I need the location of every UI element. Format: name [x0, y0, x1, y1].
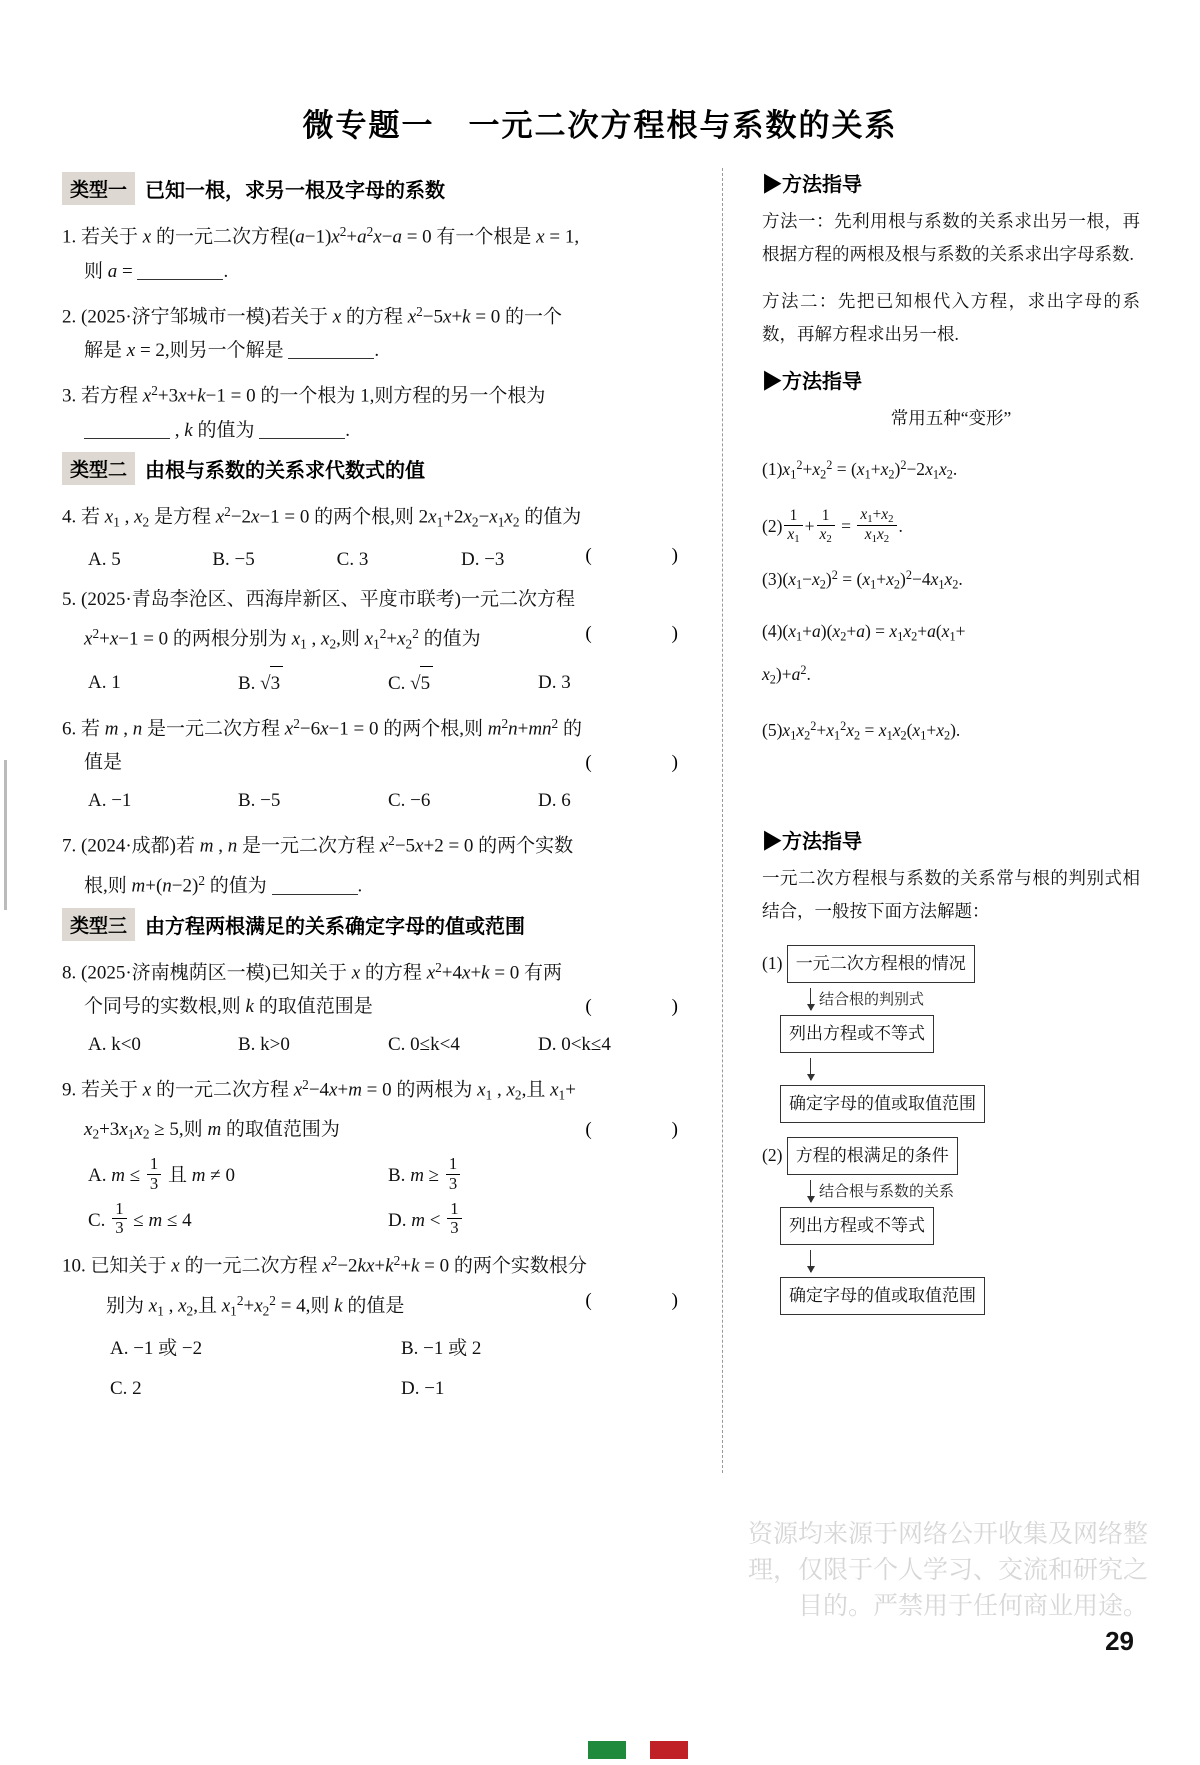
q9-option-d[interactable]: D. m < $\frac{1}{3}$ [388, 1200, 688, 1238]
flow-arrow-3-label: 结合根与系数的关系 [819, 1184, 955, 1201]
q2-answer-blank[interactable] [288, 338, 374, 359]
flow-arrow-1 [810, 988, 1140, 1010]
guide-heading-2: ▶方法指导 [762, 371, 862, 393]
guide-2-item-4: $(4)(x_1+a)(x_2+a) = x_1x_2+a(x_1+$ $x_2)+a^2$. [762, 621, 966, 687]
q6-choice-bracket[interactable]: ( ) [585, 752, 692, 774]
page-title [0, 100, 1200, 145]
q1-num: 1. [62, 226, 77, 248]
watermark: 资源均来源于网络公开收集及网络整理，仅限于个人学习、交流和研究之目的。严禁用于任何商业用途。 [747, 1521, 1148, 1620]
q6-option-c[interactable]: C. −6 [388, 790, 431, 812]
q5-option-b[interactable]: B. √3 [238, 666, 388, 701]
q10-option-d[interactable]: D. −1 [401, 1378, 445, 1400]
type-tag-1: 类型一 [62, 172, 135, 205]
type-tag-3: 类型三 [62, 908, 135, 941]
q4-option-b[interactable]: B. −5 [212, 549, 255, 571]
footer-color-marks [0, 1725, 1200, 1765]
question-8-options [62, 1028, 692, 1062]
title-prefix: 微专题一 [302, 108, 435, 143]
q10-option-a[interactable]: A. −1 或 −2 [110, 1338, 203, 1360]
q1-answer-blank[interactable] [137, 259, 223, 280]
column-divider [722, 168, 723, 1473]
arrow-icon [810, 1250, 811, 1272]
guide-3-intro: 一元二次方程根与系数的关系常与根的判别式相结合，一般按下面方法解题： [762, 867, 1140, 921]
question-3: 3. 若方程 $x^2+3x+k-1 = 0$ 的一个根为 1,则方程的另一个根为 , k 的值为 . [62, 383, 546, 441]
q5-option-d[interactable]: D. 3 [538, 671, 571, 693]
q10-num: 10. [62, 1255, 86, 1277]
q5-choice-bracket[interactable]: ( ) [585, 623, 692, 645]
q4-option-c[interactable]: C. 3 [336, 549, 369, 571]
q4-choice-bracket[interactable]: ( ) [585, 545, 692, 567]
type-heading-2 [62, 452, 692, 485]
right-column [762, 168, 1140, 1320]
guide-heading-1: ▶方法指导 [762, 174, 862, 196]
question-6: 6. 若 m , n 是一元二次方程 $x^2-6x-1 = 0$ 的两个根,则 $m^2n+mn^2$ 的 值是 ( ) [62, 707, 692, 781]
question-5: 5. (2025·青岛李沧区、西海岸新区、平度市联考)一元二次方程 $x^2+x-1 = 0$ 的两根分别为 $x_1$ , $x_2$,则 $x_1^2+x_2^2$ 的值为 ( ) [62, 589, 692, 652]
q10-option-b[interactable]: B. −1 或 2 [401, 1338, 482, 1360]
q4-option-d[interactable]: D. −3 [460, 549, 505, 571]
q6-option-b[interactable]: B. −5 [238, 790, 281, 812]
flow-row-3 [780, 1082, 1140, 1126]
flow-step-2 [762, 1134, 1140, 1178]
flowchart [762, 942, 1140, 1318]
question-9-options-row1 [62, 1155, 692, 1193]
flow-box-5: 列出方程或不等式 [780, 1207, 934, 1245]
edge-mark-left [4, 760, 7, 910]
q5-option-a[interactable]: A. 1 [88, 671, 121, 693]
type-heading-3 [62, 908, 692, 941]
type-text-2: 由根与系数的关系求代数式的值 [145, 459, 426, 482]
q7-num: 7. [62, 835, 77, 857]
flow-row-5 [780, 1204, 1140, 1248]
arrow-icon [810, 988, 811, 1010]
question-4: 4. 若 $x_1$ , $x_2$ 是方程 $x^2-2x-1 = 0$ 的两个根,则 $2x_1+2x_2-x_1x_2$ 的值为 ( ) [62, 495, 692, 539]
q3-answer-blank-1[interactable] [84, 418, 170, 439]
color-mark-red [650, 1741, 688, 1759]
type-text-1: 已知一根，求另一根及字母的系数 [145, 180, 446, 202]
q3-answer-blank-2[interactable] [259, 418, 345, 439]
q5-num: 5. [62, 589, 77, 611]
q9-num: 9. [62, 1079, 77, 1101]
q10-choice-bracket[interactable]: ( ) [585, 1289, 692, 1311]
question-9-options-row2 [62, 1200, 692, 1238]
q8-option-b[interactable]: B. k>0 [238, 1034, 290, 1056]
guide-1-para-2: 方法二：先把已知根代入方程，求出字母的系数，再解方程求出另一根. [762, 291, 1140, 344]
q6-option-d[interactable]: D. 6 [538, 790, 571, 812]
q8-choice-bracket[interactable]: ( ) [585, 996, 692, 1018]
q7-answer-blank[interactable] [272, 874, 358, 895]
flow-arrow-1-label: 结合根的判别式 [819, 992, 925, 1009]
flow-box-6: 确定字母的值或取值范围 [780, 1277, 985, 1315]
q9-option-b[interactable]: B. m ≥ $\frac{1}{3}$ [388, 1155, 688, 1193]
spacer [762, 767, 1140, 825]
content-columns [62, 168, 1140, 1508]
title-main: 一元二次方程根与系数的关系 [468, 108, 898, 143]
flow-step-2-label: (2) [762, 1144, 783, 1165]
q9-choice-bracket[interactable]: ( ) [585, 1118, 692, 1140]
q3-num: 3. [62, 385, 77, 407]
question-1: 1. 若关于 x 的一元二次方程$(a-1)x^2+a^2x-a = 0$ 有一个根是 x = 1, 则 a = . [62, 224, 580, 282]
flow-arrow-3 [810, 1180, 1140, 1202]
question-5-options [62, 666, 692, 701]
q9-option-a[interactable]: A. m ≤ $\frac{1}{3}$ 且 m ≠ 0 [88, 1154, 235, 1193]
page-number: 29 [1105, 1626, 1134, 1656]
flow-step-1 [762, 942, 1140, 986]
flow-arrow-4 [810, 1250, 1140, 1272]
flow-arrow-2 [810, 1058, 1140, 1080]
q10-option-c[interactable]: C. 2 [110, 1378, 142, 1400]
guide-2-item-1: $(1)x_1^2+x_2^2 = (x_1+x_2)^2-2x_1x_2$. [762, 458, 958, 482]
guide-1-para-1: 方法一：先利用根与系数的关系求出另一根，再根据方程的两根及根与系数的关系求出字母系数. [762, 211, 1140, 264]
guide-2-subtitle: 常用五种“变形” [890, 408, 1012, 428]
question-6-options [62, 784, 692, 818]
question-10: 10. 已知关于 x 的一元二次方程 $x^2-2kx+k^2+k = 0$ 的两个实数根分 别为 $x_1$ , $x_2$,且 $x_1^2+x_2^2 = 4$,则 k 的值是 ( ) [62, 1253, 692, 1319]
flow-box-3: 确定字母的值或取值范围 [780, 1085, 985, 1123]
q6-option-a[interactable]: A. −1 [88, 790, 132, 812]
question-10-options-row2 [62, 1372, 692, 1406]
flow-box-4: 方程的根满足的条件 [787, 1137, 958, 1175]
arrow-icon [810, 1180, 811, 1202]
type-tag-2: 类型二 [62, 452, 135, 485]
q6-num: 6. [62, 718, 77, 740]
q8-option-d[interactable]: D. 0<k≤4 [538, 1034, 611, 1056]
q4-option-a[interactable]: A. 5 [88, 549, 121, 571]
guide-2-item-2: (2) $\frac{1}{x_1}$ + $\frac{1}{x_2}$ = $\frac{x_1+x_2}{x_1x_2}$ . [762, 505, 903, 545]
flow-row-2 [780, 1012, 1140, 1056]
type-text-3: 由方程两根满足的关系确定字母的值或范围 [145, 915, 526, 938]
q9-option-c[interactable]: C. $\frac{1}{3}$ ≤ m ≤ 4 [88, 1198, 192, 1238]
question-2: 2. (2025·济宁邹城市一模)若关于 x 的方程 $x^2-5x+k = 0$ 的一个 解是 x = 2,则另一个解是 . [62, 303, 563, 362]
q8-option-c[interactable]: C. 0≤k<4 [388, 1034, 460, 1056]
color-mark-green [588, 1741, 626, 1759]
flow-step-1-label: (1) [762, 952, 783, 973]
question-8: 8. (2025·济南槐荫区一模)已知关于 x 的方程 $x^2+4x+k = 0$ 有两 个同号的实数根,则 k 的取值范围是 ( ) [62, 951, 692, 1025]
q8-num: 8. [62, 962, 77, 984]
q5-option-c[interactable]: C. √5 [388, 666, 538, 701]
flow-box-1: 一元二次方程根的情况 [787, 945, 975, 983]
q4-num: 4. [62, 506, 77, 528]
guide-heading-3: ▶方法指导 [762, 830, 862, 853]
question-9: 9. 若关于 x 的一元二次方程 $x^2-4x+m = 0$ 的两根为 $x_1$ , $x_2$,且 $x_1+$ $x_2+3x_1x_2 \ge 5$,则 m 的取值范围为 ( ) [62, 1068, 692, 1151]
arrow-icon [810, 1058, 811, 1080]
type-heading-1 [62, 172, 692, 205]
q8-option-a[interactable]: A. k<0 [88, 1034, 141, 1056]
question-4-options [62, 543, 585, 577]
guide-2-item-3: $(3)(x_1-x_2)^2 = (x_1+x_2)^2-4x_1x_2$. [762, 567, 963, 592]
question-7: 7. (2024·成都)若 m , n 是一元二次方程 $x^2-5x+2 = 0$ 的两个实数 根,则 $m+(n-2)^2$ 的值为 . [62, 833, 574, 897]
question-10-options-row1 [62, 1332, 692, 1366]
q2-num: 2. [62, 306, 77, 328]
flow-row-6 [780, 1274, 1140, 1318]
guide-2-item-5: $(5)x_1x_2^2+x_1^2x_2 = x_1x_2(x_1+x_2)$. [762, 719, 961, 743]
flow-box-2: 列出方程或不等式 [780, 1015, 934, 1053]
left-column [62, 168, 692, 1412]
